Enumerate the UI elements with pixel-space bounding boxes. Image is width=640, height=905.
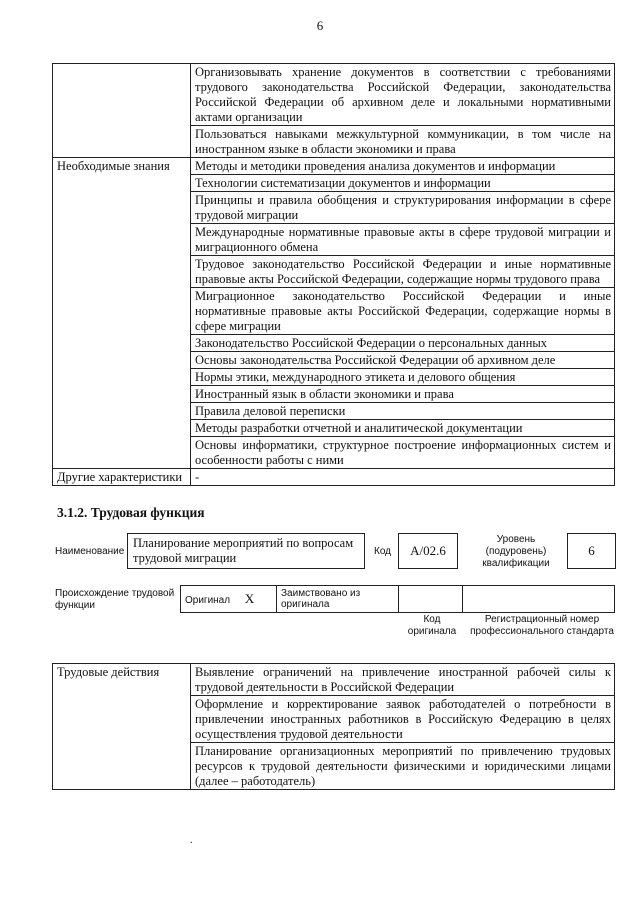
row-description: Иностранный язык в области экономики и права [191,386,615,403]
borrowed-label: Заимствовано из оригинала [277,586,399,613]
row-description: Организовывать хранение документов в соответствии с требованиями трудового законодательства Российской Федерации, законодательства Российской Федерации об архивном деле и локальными нормативными актами организации [191,64,615,126]
code-original-cell [399,586,463,613]
code-label: Код [374,546,392,557]
origin-label: Происхождение трудовой функции [55,588,175,611]
knowledge-table [52,63,615,486]
row-description: - [191,469,615,486]
level-label: Уровень (подуровень) квалификации [482,534,550,569]
row-description: Планирование организационных мероприятий по привлечению трудовых ресурсов к трудовой деятельности физическими и юридическими лицами (далее – работодатель) [191,743,615,790]
labor-actions-table [52,663,615,790]
table-row [53,469,615,486]
row-description: Основы законодательства Российской Федерации об архивном деле [191,352,615,369]
row-description: Нормы этики, международного этикета и делового общения [191,369,615,386]
page-number: 6 [316,18,324,33]
function-name: Планирование мероприятий по вопросам трудовой миграции [133,536,354,565]
row-description: Законодательство Российской Федерации о персональных данных [191,335,615,352]
footer-mark: . [190,835,193,846]
name-label: Наименование [55,546,125,557]
row-label: Другие характеристики [53,469,191,486]
table-row [53,64,615,126]
row-label: Трудовые действия [53,664,191,790]
level-value: 6 [588,543,595,558]
origin-table [180,585,615,613]
row-description: Основы информатики, структурное построение информационных систем и особенности работы с ними [191,437,615,469]
section-title: 3.1.2. Трудовая функция [57,505,205,520]
original-cell [181,586,277,613]
row-description: Международные нормативные правовые акты в сфере трудовой миграции и миграционного обмена [191,224,615,256]
code-original-label: Код оригинала [407,614,457,637]
code-value: А/02.6 [410,543,446,558]
row-description: Трудовое законодательство Российской Федерации и иные нормативные правовые акты Российской Федерации, содержащие нормы трудового права [191,256,615,288]
level-box [567,533,616,569]
reg-number-cell [463,586,615,613]
row-description: Миграционное законодательство Российской Федерации и иные нормативные правовые акты Российской Федерации, содержащие нормы в сфере миграции [191,288,615,335]
row-description: Принципы и правила обобщения и структурирования информации в сфере трудовой миграции [191,192,615,224]
table-row [53,664,615,696]
row-description: Технологии систематизации документов и информации [191,175,615,192]
original-label: Оригинал [185,595,231,606]
function-name-box [127,533,365,569]
row-description: Методы разработки отчетной и аналитической документации [191,420,615,437]
row-description: Пользоваться навыками межкультурной коммуникации, в том числе на иностранном языке в области экономики и права [191,126,615,158]
row-description: Выявление ограничений на привлечение иностранной рабочей силы к трудовой деятельности в Российской Федерации [191,664,615,696]
row-label [53,64,191,158]
table-row [53,158,615,175]
row-label: Необходимые знания [53,158,191,469]
code-box [398,533,458,569]
row-description: Правила деловой переписки [191,403,615,420]
reg-number-label: Регистрационный номер профессионального стандарта [470,614,614,637]
original-mark: X [244,591,255,606]
row-description: Методы и методики проведения анализа документов и информации [191,158,615,175]
row-description: Оформление и корректирование заявок работодателей о потребности в привлечении иностранных работников в Российскую Федерацию в целях осуществления трудовой деятельности [191,696,615,743]
